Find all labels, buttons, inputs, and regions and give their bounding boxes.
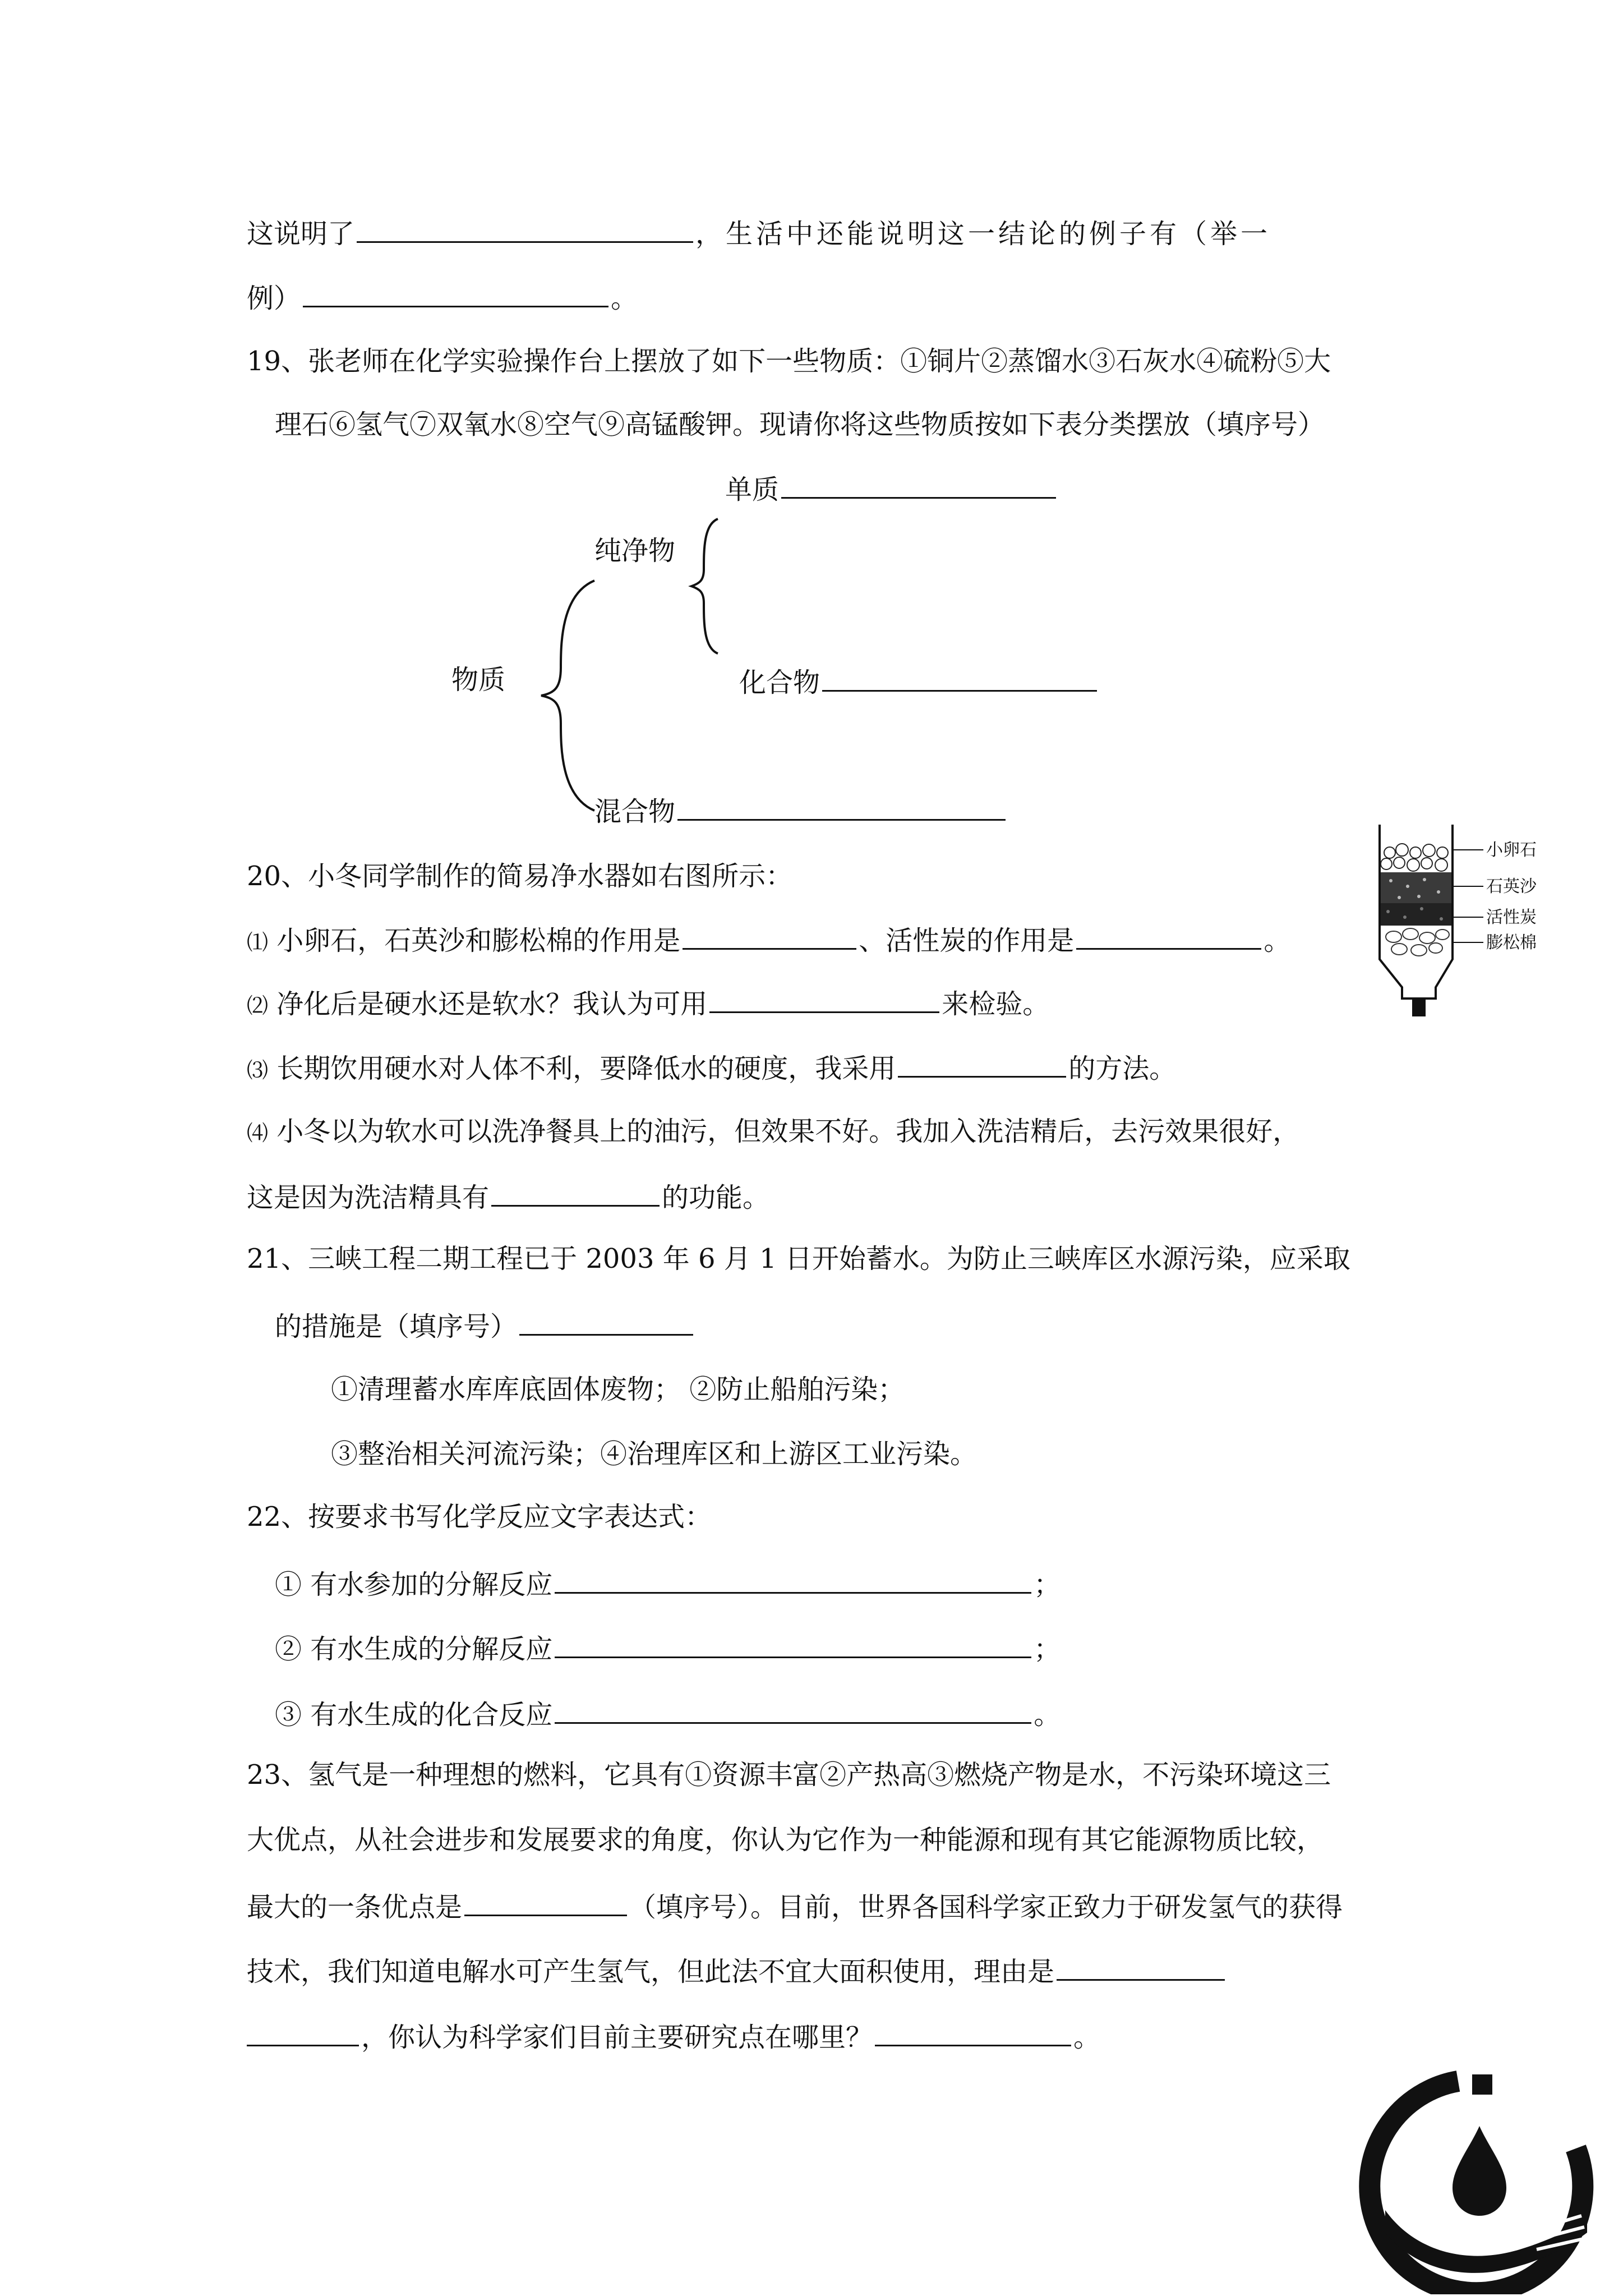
answer-blank[interactable] (683, 920, 856, 950)
q20-part-4-cont: 这是因为洗洁精具有 的功能。 (247, 1177, 769, 1216)
mixture-answer-blank[interactable] (677, 791, 1006, 821)
figure-label-pebbles: 小卵石 (1486, 840, 1537, 860)
q19-line-1: 19、张老师在化学实验操作台上摆放了如下一些物质：①铜片②蒸馏水③石灰水④硫粉⑤大 (247, 346, 1331, 377)
answer-blank[interactable] (555, 1628, 1031, 1658)
figure-label-cotton: 膨松棉 (1486, 933, 1537, 953)
q22-item: ① 有水参加的分解反应 ； (275, 1564, 1061, 1603)
q21-option-2: ③整治相关河流污染；④治理库区和上游区工业污染。 (331, 1438, 978, 1470)
brace-icon (687, 516, 732, 656)
answer-blank[interactable] (555, 1694, 1031, 1724)
q22-item: ③ 有水生成的化合反应 。 (275, 1694, 1061, 1733)
q20-part-4: ⑷ 小冬以为软水可以洗净餐具上的油污，但效果不好。我加入洗洁精后，去污效果很好， (247, 1116, 1300, 1147)
q23-line-3: 最大的一条优点是 （填序号）。目前，世界各国科学家正致力于研发氢气的获得 (247, 1887, 1343, 1925)
element-answer-blank[interactable] (781, 469, 1056, 499)
q20-part-2: ⑵ 净化后是硬水还是软水？我认为可用 来检验。 (247, 983, 1049, 1024)
answer-blank[interactable] (519, 1306, 693, 1336)
answer-blank[interactable] (357, 213, 693, 243)
q21-line-1: 21、三峡工程二期工程已于 2003 年 6 月 1 日开始蓄水。为防止三峡库区水源污染，应采取 (247, 1243, 1350, 1274)
q23-line-1: 23、氢气是一种理想的燃料，它具有①资源丰富②产热高③燃烧产物是水，不污染环境这三 (247, 1759, 1331, 1791)
answer-blank[interactable] (709, 983, 939, 1013)
answer-blank[interactable] (1057, 1951, 1225, 1981)
q18-line-2: 例） 。 (247, 278, 638, 316)
tree-element: 单质 (725, 469, 1058, 508)
answer-blank[interactable] (555, 1564, 1031, 1594)
q20-part-3: ⑶ 长期饮用硬水对人体不利，要降低水的硬度，我采用 的方法。 (247, 1048, 1176, 1088)
q23-line-4: 技术，我们知道电解水可产生氢气，但此法不宜大面积使用，理由是 (247, 1951, 1227, 1990)
q23-line-5: ，你认为科学家们目前主要研究点在哪里？ 。 (247, 2017, 1100, 2055)
compound-answer-blank[interactable] (822, 662, 1097, 692)
answer-blank[interactable] (898, 1048, 1066, 1078)
answer-blank[interactable] (247, 2017, 359, 2046)
tree-mixture: 混合物 (594, 791, 1008, 830)
q20-part-1: ⑴ 小卵石，石英沙和膨松棉的作用是 、活性炭的作用是 。 (247, 920, 1290, 960)
water-saving-logo-icon (1352, 2064, 1598, 2294)
tree-compound: 化合物 (739, 662, 1099, 701)
brace-icon (538, 578, 606, 813)
figure-label-activated-carbon: 活性炭 (1486, 908, 1537, 927)
tree-pure-substance: 纯净物 (594, 535, 676, 567)
answer-blank[interactable] (464, 1887, 627, 1916)
q18-line-1: 这说明了 ，生活中还能说明这一结论的例子有（举一 (247, 213, 1271, 252)
answer-blank[interactable] (303, 278, 608, 307)
figure-label-quartz-sand: 石英沙 (1486, 877, 1537, 896)
answer-blank[interactable] (1076, 920, 1261, 950)
tree-root: 物质 (451, 664, 506, 696)
q21-option-1: ①清理蓄水库库底固体废物； ②防止船舶污染； (331, 1374, 905, 1405)
answer-blank[interactable] (875, 2017, 1071, 2046)
q20-title: 20、小冬同学制作的简易净水器如右图所示： (247, 861, 793, 892)
q22-item: ② 有水生成的分解反应 ； (275, 1628, 1061, 1667)
q22-title: 22、按要求书写化学反应文字表达式： (247, 1501, 712, 1533)
q21-line-2: 的措施是（填序号） (275, 1306, 695, 1345)
q19-line-2: 理石⑥氢气⑦双氧水⑧空气⑨高锰酸钾。现请你将这些物质按如下表分类摆放（填序号） (275, 409, 1325, 440)
answer-blank[interactable] (491, 1177, 660, 1207)
q23-line-2: 大优点，从社会进步和发展要求的角度，你认为它作为一种能源和现有其它能源物质比较， (247, 1824, 1324, 1856)
